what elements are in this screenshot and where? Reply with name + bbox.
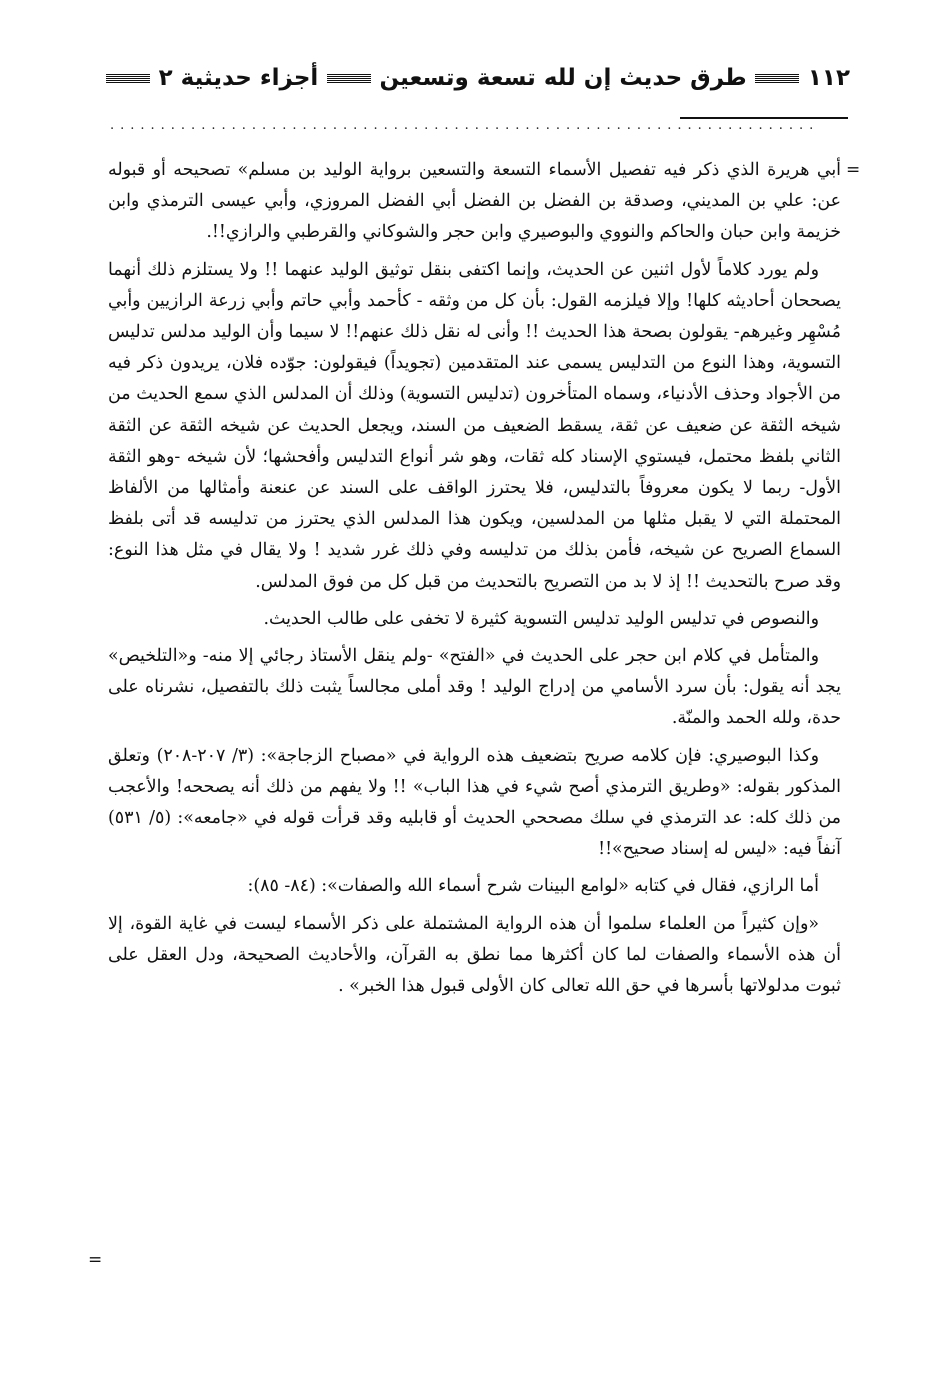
paragraph: أبي هريرة الذي ذكر فيه تفصيل الأسماء التسعة والتسعين برواية الوليد بن مسلم» تصحيحه أو قبوله عن: علي بن المديني، وصدقة بن الفضل بن الفضل أبي الفضل المروزي، وأبي عيسى الترمذي وابن خزيمة وابن حبان والحاكم والنووي والبوصيري وابن حجر والشوكاني والقرطبي والرازي!!.	[108, 160, 841, 243]
paragraph: وكذا البوصيري: فإن كلامه صريح بتضعيف هذه الرواية في «مصباح الزجاجة»: (٣/ ٢٠٧-٢٠٨) وتعلق المذكور بقوله: «وطريق الترمذي أصح شيء في هذا الباب» !! ولا يفهم من ذلك أنه يصححه! والأعجب من ذلك كله: عد الترمذي في سلك مصححي الحديث أو قابليه وقد قرأت قوله في «جامعه»: (٥/ ٥٣١) آنفاً فيه: «ليس له إسناد صحيح»!!	[108, 745, 841, 860]
main-text	[108, 155, 841, 1008]
header-ornament-bar	[327, 74, 371, 83]
paragraph: والنصوص في تدليس الوليد تدليس التسوية كثيرة لا تخفى على طالب الحديث.	[263, 608, 819, 629]
header-ornament-bar	[106, 74, 150, 83]
paragraph: «وإن كثيراً من العلماء سلموا أن هذه الرواية المشتملة على ذكر الأسماء ليست في غاية القوة، إلا أن هذه الأسماء والصفات لما كان أكثرها مما نطق به القرآن، والأحاديث الصحيحة، ودل العقل على ثبوت مدلولاتها بأسرها في حق الله تعالى كان الأولى قبول هذا الخبر» .	[108, 913, 841, 997]
header-ornament-bar	[755, 74, 799, 83]
dotted-divider: ......................................................................	[110, 118, 820, 132]
continuation-mark-start: =	[846, 160, 861, 180]
page-number: ١١٢	[807, 65, 850, 91]
page-header	[98, 58, 850, 98]
paragraph: أما الرازي، فقال في كتابه «لوامع البينات شرح أسماء الله والصفات»: (٨٤- ٨٥):	[247, 876, 819, 897]
running-title: طرق حديث إن لله تسعة وتسعين	[379, 65, 747, 91]
continuation-mark-end: =	[88, 1250, 103, 1270]
paragraph: ولم يورد كلاماً لأول اثنين عن الحديث، وإنما اكتفى بنقل توثيق الوليد عنهما !! ولا يستلزم ذلك أنهما يصححان أحاديثه كلها! وإلا فيلزمه القول: بأن كل من وثقه - كأحمد وأبي حاتم وأبي زرعة الرازيين وأبي مُسْهِر وغيرهم- يقولون بصحة هذا الحديث !! وأنى له نقل ذلك عنهم!! لا سيما وأن الوليد مدلس تدليس التسوية، وهذا النوع من التدليس يسمى عند المتقدمين (تجويداً) فيقولون: جوّده فلان، يريدون ذكر فيه من الأجواد وحذف الأدنياء، وسماه المتأخرون (تدليس التسوية) وذلك أن المدلس الذي سمع الحديث من شيخه الثقة عن ضعيف عن ثقة، يسقط الضعيف من السند، ويجعل الحديث عن شيخه الثقة عن الثقة الثاني بلفظ محتمل، فيستوي الإسناد كله ثقات، وهو شر أنواع التدليس وأفحشها؛ لأن شيخه -وهو الثقة الأول- ربما لا يكون معروفاً بالتدليس، فلا يحترز الواقف على السند عن عنعنة وأمثالها من الألفاظ المحتملة التي لا يقبل مثلها من المدلسين، ويكون هذا المدلس الذي يحترز من تدليسه قد أتى بلفظ السماع الصريح عن شيخه، فأمن بذلك من تدليسه وفي ذلك غرر شديد ! ولا يقال في مثل هذا النوع: وقد صرح بالتحديث !! إذ لا بد من التصريح بالتحديث من قبل كل من فوق المدلس.	[108, 259, 841, 592]
book-title: أجزاء حديثية ٢	[158, 65, 319, 91]
paragraph: والمتأمل في كلام ابن حجر على الحديث في «الفتح» -ولم ينقل الأستاذ رجائي إلا منه- و«التلخيص» يجد أنه يقول: بأن سرد الأسامي من إدراج الوليد ! وقد أملى مجالساً يثبت ذلك بالتفصيل، نشرناه على حدة، ولله الحمد والمنّة.	[108, 646, 841, 729]
